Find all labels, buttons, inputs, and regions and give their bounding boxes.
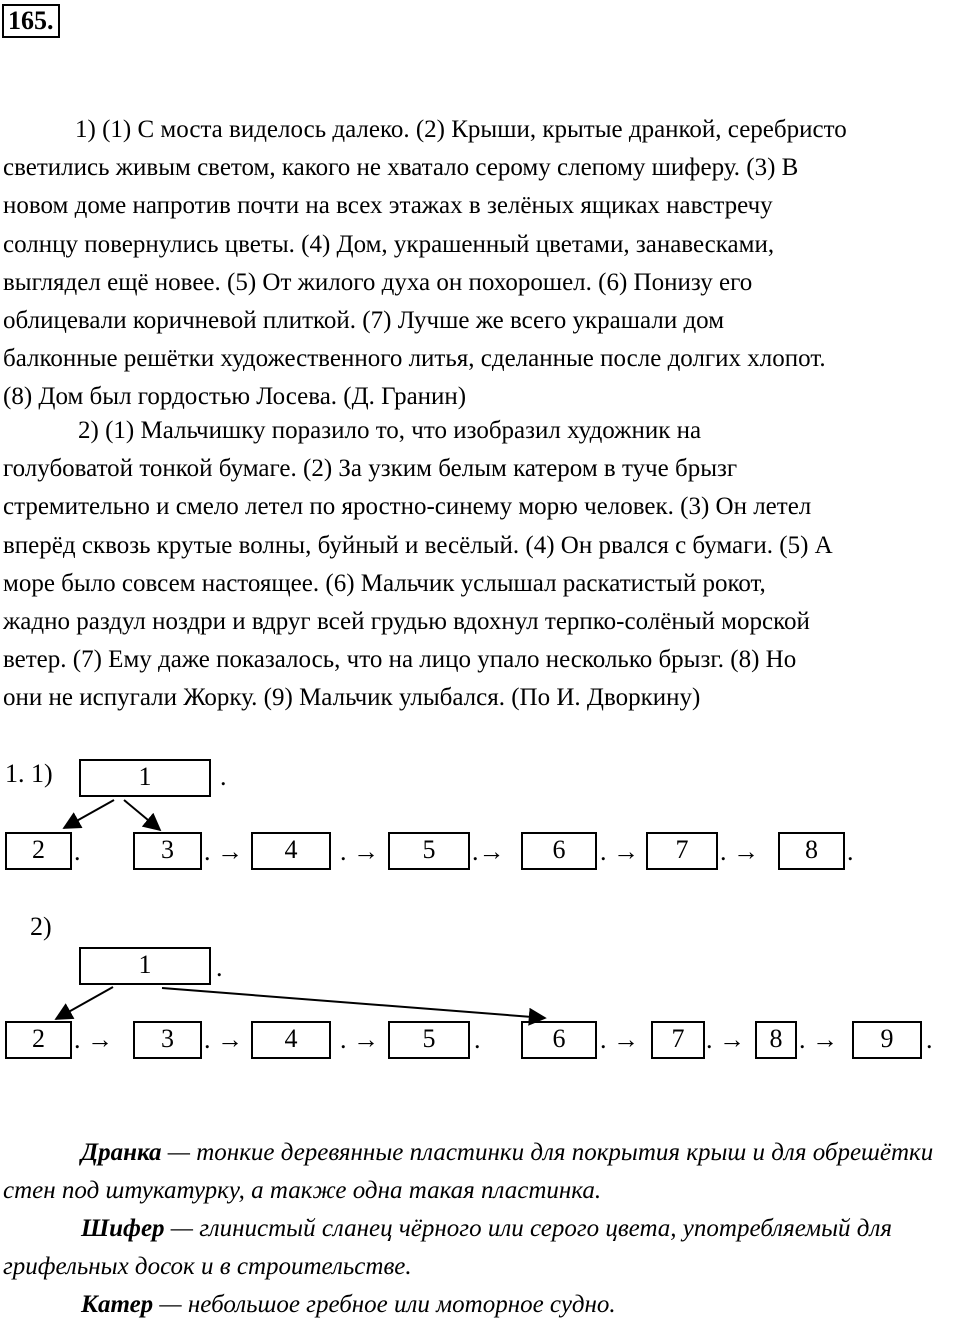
arrow-2-1-to-6 bbox=[162, 988, 545, 1018]
scheme-2-sep: . → bbox=[74, 1025, 113, 1054]
scheme-2-sep: . bbox=[926, 1025, 933, 1054]
definitions bbox=[3, 1134, 958, 1324]
passage-line: (8) Дом был гордостью Лосева. (Д. Гранин) bbox=[3, 383, 467, 411]
scheme-1-sep: . → bbox=[340, 837, 379, 866]
scheme-1-box: 8 bbox=[778, 832, 845, 870]
scheme-1-top-end: . bbox=[220, 762, 227, 791]
exercise-number: 165. bbox=[2, 4, 60, 38]
passage-line: 2) (1) Мальчишку поразило то, что изобразил художник на bbox=[78, 417, 702, 444]
passage-line: облицевали коричневой плиткой. (7) Лучше же всего украшали дом bbox=[3, 307, 725, 335]
scheme-2-top-end: . bbox=[216, 953, 223, 982]
scheme-1-sep: . bbox=[847, 837, 854, 866]
scheme-2-sep: . → bbox=[706, 1025, 745, 1054]
definition-item bbox=[3, 1134, 958, 1210]
scheme-1-box: 6 bbox=[521, 832, 597, 870]
scheme-2-label: 2) bbox=[30, 912, 52, 941]
passage-line: ветер. (7) Ему даже показалось, что на лицо упало несколько брызг. (8) Но bbox=[3, 646, 797, 674]
scheme-2-sep: . → bbox=[799, 1025, 838, 1054]
scheme-1-box-1: 1 bbox=[79, 759, 211, 797]
arrow-2-1-to-2 bbox=[56, 987, 113, 1019]
scheme-1-box: 2 bbox=[5, 832, 72, 870]
scheme-1-sep: . → bbox=[600, 837, 639, 866]
definition-text: — небольшое гребное или моторное судно. bbox=[153, 1291, 616, 1318]
passage-line: море было совсем настоящее. (6) Мальчик услышал раскатистый рокот, bbox=[3, 569, 766, 597]
scheme-2-box: 4 bbox=[251, 1021, 331, 1059]
passage-line: светились живым светом, какого не хватало серому слепому шиферу. (3) В bbox=[3, 154, 799, 182]
passage-line: 1) (1) С моста виделось далеко. (2) Крыши, крытые дранкой, серебристо bbox=[75, 116, 847, 143]
scheme-2-sep: . bbox=[474, 1025, 481, 1054]
scheme-1-sep: . bbox=[74, 837, 81, 866]
scheme-1-box: 5 bbox=[388, 832, 470, 870]
scheme-1-sep: .→ bbox=[472, 837, 505, 866]
passage-line: балконные решётки художественного литья, сделанные после долгих хлопот. bbox=[3, 345, 826, 373]
definition-item bbox=[3, 1210, 958, 1286]
passage-line: жадно раздул ноздри и вдруг всей грудью вдохнул терпко-солёный морской bbox=[3, 608, 810, 636]
scheme-1-box: 3 bbox=[133, 832, 202, 870]
scheme-1-box: 7 bbox=[646, 832, 718, 870]
scheme-2-box: 2 bbox=[5, 1021, 72, 1059]
passage-line: голубоватой тонкой бумаге. (2) За узким белым катером в туче брызг bbox=[3, 455, 738, 483]
scheme-2-sep: . → bbox=[204, 1025, 243, 1054]
passage-line: они не испугали Жорку. (9) Мальчик улыбался. (По И. Дворкину) bbox=[3, 684, 701, 712]
passage-line: солнцу повернулись цветы. (4) Дом, украшенный цветами, занавесками, bbox=[3, 230, 775, 258]
scheme-2-sep: . → bbox=[340, 1025, 379, 1054]
passage-line: новом доме напротив почти на всех этажах в зелёных ящиках навстречу bbox=[3, 192, 773, 220]
scheme-2-box: 9 bbox=[852, 1021, 922, 1059]
passage-line: стремительно и смело летел по яростно-синему морю человек. (3) Он летел bbox=[3, 493, 812, 521]
scheme-2-box: 6 bbox=[521, 1021, 597, 1059]
definition-text: — глинистый сланец чёрного или серого цвета, употребляемый для грифельных досок и в строительстве. bbox=[3, 1215, 892, 1280]
definition-term: Катер bbox=[81, 1291, 154, 1318]
definition-term: Шифер bbox=[81, 1215, 165, 1242]
definition-item bbox=[3, 1286, 958, 1324]
scheme-2-sep: . → bbox=[600, 1025, 639, 1054]
passage-line: выглядел ещё новее. (5) От жилого духа он похорошел. (6) Понизу его bbox=[3, 268, 753, 296]
scheme-1-sep: . → bbox=[720, 837, 759, 866]
scheme-2-box: 5 bbox=[388, 1021, 470, 1059]
scheme-1-box: 4 bbox=[251, 832, 331, 870]
definition-term: Дранка bbox=[81, 1139, 162, 1166]
scheme-1-sep: . → bbox=[204, 837, 243, 866]
scheme-2-box-1: 1 bbox=[79, 947, 211, 985]
arrow-1-to-3 bbox=[124, 800, 160, 830]
scheme-1-label: 1. 1) bbox=[5, 759, 53, 788]
scheme-2-box: 8 bbox=[755, 1021, 797, 1059]
definition-text: — тонкие деревянные пластинки для покрытия крыш и для обрешётки стен под штукатурку, а также одна такая пластинка. bbox=[3, 1139, 934, 1204]
passage-line: вперёд сквозь крутые волны, буйный и весёлый. (4) Он рвался с бумаги. (5) А bbox=[3, 531, 833, 559]
scheme-2-box: 7 bbox=[651, 1021, 705, 1059]
arrow-1-to-2 bbox=[64, 800, 114, 828]
scheme-2-box: 3 bbox=[133, 1021, 202, 1059]
